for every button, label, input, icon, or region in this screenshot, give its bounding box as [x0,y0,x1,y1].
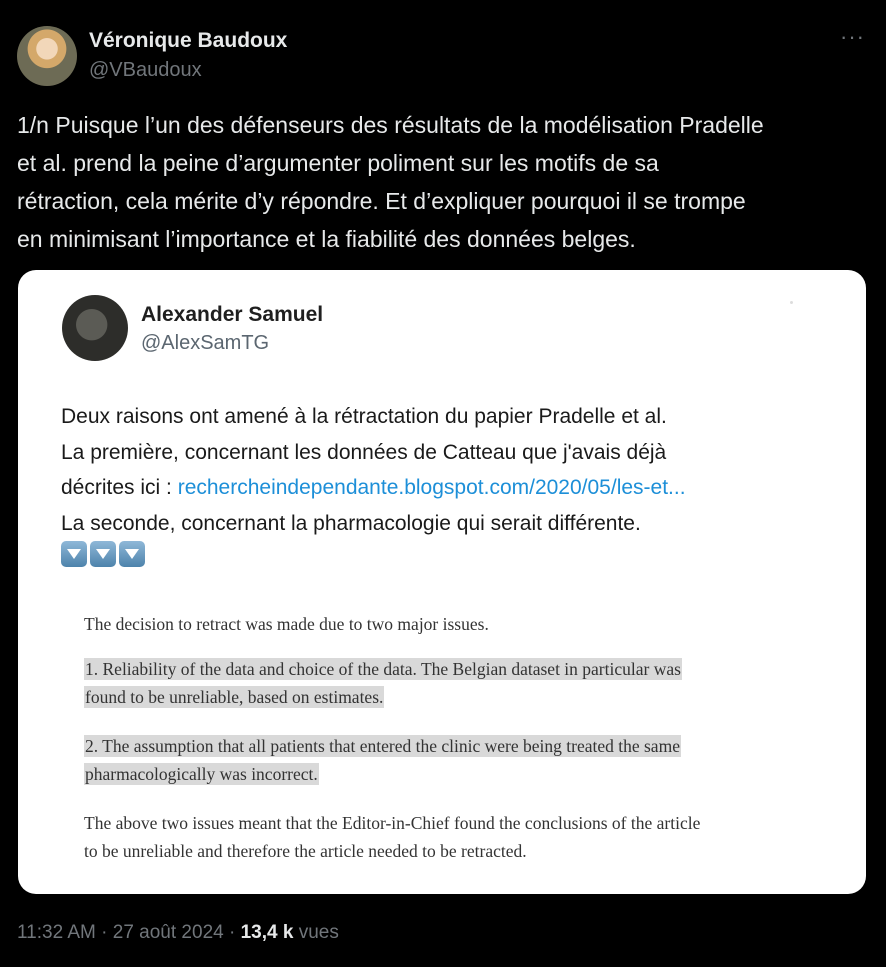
separator-dot: · [229,922,241,943]
views-count: 13,4 k [240,922,294,943]
down-arrow-icon [61,541,87,567]
tweet-metadata [17,922,339,944]
more-options-icon[interactable]: ··· [840,24,865,49]
excerpt-conclusion [84,809,700,865]
views-label: vues [298,922,339,943]
author-handle[interactable]: @VBaudoux [89,59,202,81]
author-avatar[interactable] [17,26,77,86]
tweet-text-line: 1/n Puisque l’un des défenseurs des résultats de la modélisation Pradelle [17,112,764,138]
quoted-text-line: La seconde, concernant la pharmacologie qui serait différente. [61,511,641,535]
excerpt-issue-1-line: 1. Reliability of the data and choice of the data. The Belgian dataset in particular was [85,659,681,679]
tweet-text-line: en minimisant l’importance et la fiabilité des données belges. [17,226,636,252]
decorative-dot [790,301,793,304]
down-arrow-icon [119,541,145,567]
quoted-author-handle: @AlexSamTG [141,332,270,354]
excerpt-conclusion-line: to be unreliable and therefore the article needed to be retracted. [84,841,527,861]
author-name[interactable]: Véronique Baudoux [89,29,288,52]
tweet-text-line: rétraction, cela mérite d’y répondre. Et d’expliquer pourquoi il se trompe [17,188,746,214]
tweet-text [17,106,869,258]
quoted-text-prefix: décrites ici : [61,476,178,499]
quoted-text-line: La première, concernant les données de Catteau que j'avais déjà [61,440,667,464]
separator-dot: · [101,922,113,943]
excerpt-issue-2-line: pharmacologically was incorrect. [85,764,318,784]
attached-image[interactable] [18,270,866,894]
excerpt-issue-1-line: found to be unreliable, based on estimates. [85,687,384,707]
tweet-time[interactable]: 11:32 AM [17,922,96,943]
excerpt-issue-2-line: 2. The assumption that all patients that entered the clinic were being treated the same [85,736,680,756]
tweet-text-line: et al. prend la peine d’argumenter poliment sur les motifs de sa [17,150,659,176]
quoted-tweet-text [61,399,841,541]
excerpt-issue-2 [84,732,681,788]
quoted-author-name: Alexander Samuel [141,303,324,326]
excerpt-intro: The decision to retract was made due to two major issues. [84,614,489,634]
tweet-date[interactable]: 27 août 2024 [112,922,224,943]
quoted-link: rechercheindependante.blogspot.com/2020/05/les-et... [177,476,686,499]
quoted-text-line: Deux raisons ont amené à la rétractation du papier Pradelle et al. [61,405,667,428]
excerpt-issue-1 [84,655,682,711]
tweet-header [17,24,869,88]
quoted-text-line [61,470,841,506]
quoted-author-avatar [62,295,128,361]
down-arrow-icon [90,541,116,567]
down-arrows-emoji [61,541,145,567]
excerpt-conclusion-line: The above two issues meant that the Editor-in-Chief found the conclusions of the article [84,813,701,833]
emoji-text [18,270,19,271]
